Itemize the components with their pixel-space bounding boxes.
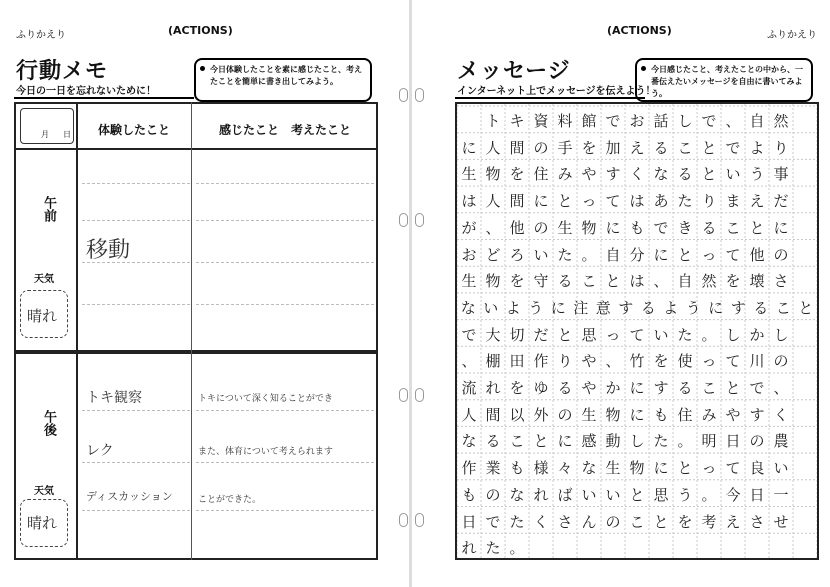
writing-line <box>82 304 190 305</box>
afternoon-feeling-entry: トキについて深く知ることができ <box>198 394 333 404</box>
message-line: れ た 。 <box>461 539 525 558</box>
col-header-experience: 体験したこと <box>97 123 170 137</box>
brand-logo: (ACTIONS) <box>607 24 672 37</box>
message-line: 生 物 を 住 み や す く な る と い う 事 <box>461 165 789 184</box>
instruction-text: 今日感じたこと、考えたことの中から、一番伝えたいメッセージを自由に書いてみよう。 <box>651 65 803 98</box>
writing-line <box>82 183 190 184</box>
message-line: 生 物 を 守 る こ と は 、 自 然 を 壊 さ <box>461 272 789 291</box>
header-divider <box>14 148 378 150</box>
page-subtitle: 今日の一日を忘れないために！ <box>16 86 156 97</box>
instruction-box <box>635 58 813 102</box>
writing-line <box>82 462 190 463</box>
message-line: 流 れ を ゆ る や か に す る こ と で 、 <box>461 379 789 397</box>
writing-line <box>82 410 190 411</box>
afternoon-experience-entry: ディスカッション <box>86 490 173 503</box>
bullet-icon <box>641 66 646 71</box>
action-memo-page <box>0 0 410 587</box>
title-underline <box>14 97 194 99</box>
date-month-label: 月 <box>41 130 49 139</box>
message-line: な い よ う に 注 意 す る よ う に す る こ と <box>460 298 814 317</box>
column-divider <box>191 102 192 560</box>
message-line: に 人 間 の 手 を 加 え る こ と で よ り <box>461 138 789 157</box>
afternoon-feeling-entry: また、体育について考えられます <box>198 447 333 457</box>
afternoon-experience-entry: レク <box>86 443 114 459</box>
writing-line <box>196 220 374 221</box>
date-day-label: 日 <box>63 130 71 139</box>
morning-experience-entry: 移動 <box>86 238 131 263</box>
afternoon-weather-label: 天気 <box>34 486 54 497</box>
writing-line <box>196 304 374 305</box>
page-title: メッセージ <box>457 59 571 84</box>
column-divider <box>76 102 78 560</box>
writing-line <box>196 183 374 184</box>
morning-weather-value: 晴れ <box>27 307 58 325</box>
writing-line <box>82 220 190 221</box>
morning-label: 午前 <box>41 196 56 222</box>
title-underline <box>455 97 645 99</box>
morning-weather-box <box>20 290 68 338</box>
afternoon-label: 午後 <box>41 410 56 436</box>
writing-line <box>196 262 374 263</box>
bullet-icon <box>200 66 205 71</box>
message-line: な る こ と に 感 動 し た 。 明 日 の 農 <box>461 432 789 451</box>
message-line: で 大 切 だ と 思 っ て い た 。 し か し <box>461 325 789 344</box>
col-header-feelings: 感じたこと 考えたこと <box>218 123 351 137</box>
message-line: は 人 間 に と っ て は あ た り ま え だ <box>461 192 789 211</box>
message-line: お ど ろ い た 。 自 分 に と っ て 他 の <box>461 245 789 264</box>
writing-line <box>196 410 374 411</box>
message-line: が 、 他 の 生 物 に も で き る こ と に <box>461 218 789 237</box>
message-line: 作 業 も 様 々 な 生 物 に と っ て 良 い <box>461 459 789 478</box>
section-label: ふりかえり <box>767 30 817 41</box>
brand-logo: (ACTIONS) <box>168 24 233 37</box>
message-line: 人 間 以 外 の 生 物 に も 住 み や す く <box>461 405 789 424</box>
message-line: も の な れ ば い い と 思 う 。 今 日 一 <box>461 485 789 504</box>
afternoon-weather-value: 晴れ <box>27 514 58 532</box>
message-line: 、 棚 田 作 り や 、 竹 を 使 っ て 川 の <box>461 352 789 371</box>
message-line: 日 で た く さ ん の こ と を 考 え さ せ <box>461 512 789 531</box>
afternoon-feeling-entry: ことができた。 <box>198 495 262 505</box>
instruction-text: 今日体験したことを素に感じたこと、考えたことを簡単に書き出してみよう。 <box>210 65 362 86</box>
message-page <box>415 0 830 587</box>
section-label: ふりかえり <box>16 30 66 41</box>
message-grid-frame <box>455 102 819 560</box>
writing-line <box>82 510 190 511</box>
page-subtitle: インターネット上でメッセージを伝えよう！ <box>457 86 656 97</box>
date-box <box>20 108 74 144</box>
writing-line <box>196 510 374 511</box>
morning-weather-label: 天気 <box>34 274 54 285</box>
page-title: 行動メモ <box>16 59 109 84</box>
instruction-box <box>194 58 372 102</box>
afternoon-experience-entry: トキ観察 <box>86 390 142 406</box>
afternoon-weather-box <box>20 499 68 547</box>
message-line: ト キ 資 料 館 で お 話 し で 、 自 然 <box>485 112 789 130</box>
writing-line <box>196 462 374 463</box>
